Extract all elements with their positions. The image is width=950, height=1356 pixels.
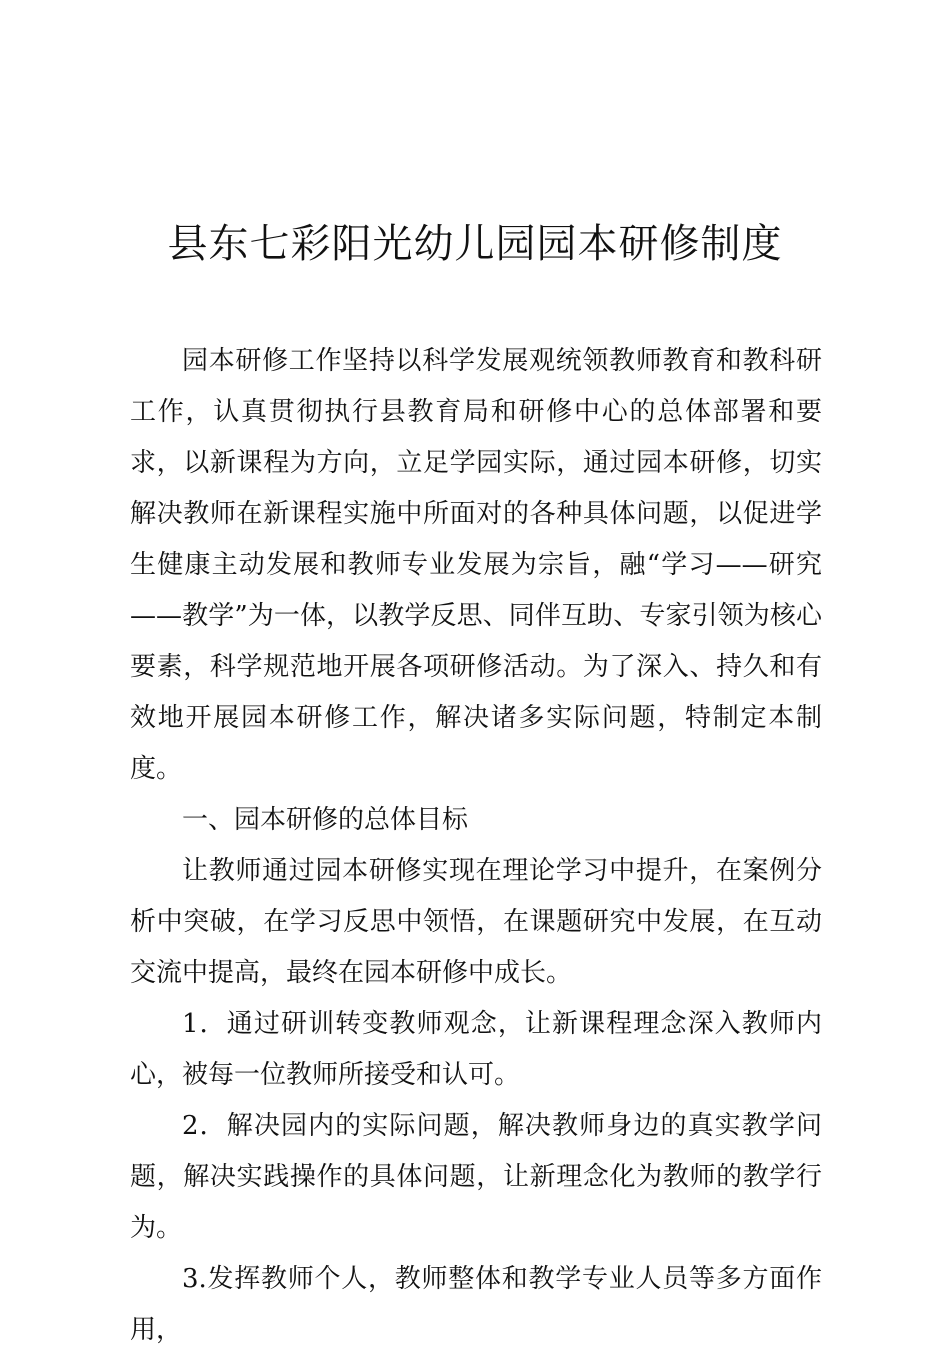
document-body xyxy=(130,336,822,1356)
document-title: 县东七彩阳光幼儿园园本研修制度 xyxy=(167,221,783,267)
list-item: 3.发挥教师个人，教师整体和教学专业人员等多方面作用， xyxy=(130,1264,822,1345)
list-item: 2．解决园内的实际问题，解决教师身边的真实教学问题，解决实践操作的具体问题，让新理念化为教师的教学行为。 xyxy=(130,1111,822,1243)
list-item: 1．通过研训转变教师观念，让新课程理念深入教师内心，被每一位教师所接受和认可。 xyxy=(130,1009,822,1090)
section-heading: 一、园本研修的总体目标 xyxy=(182,805,469,835)
intro-paragraph: 园本研修工作坚持以科学发展观统领教师教育和教科研工作，认真贯彻执行县教育局和研修中心的总体部署和要求，以新课程为方向，立足学园实际，通过园本研修，切实解决教师在新课程实施中所面对的各种具体问题，以促进学生健康主动发展和教师专业发展为宗旨，融“学习——研究——教学”为一体，以教学反思、同伴互助、专家引领为核心要素，科学规范地开展各项研修活动。为了深入、持久和有效地开展园本研修工作，解决诸多实际问题，特制定本制度。 xyxy=(130,346,822,784)
section-intro-paragraph: 让教师通过园本研修实现在理论学习中提升，在案例分析中突破，在学习反思中领悟，在课题研究中发展，在互动交流中提高，最终在园本研修中成长。 xyxy=(130,856,822,988)
